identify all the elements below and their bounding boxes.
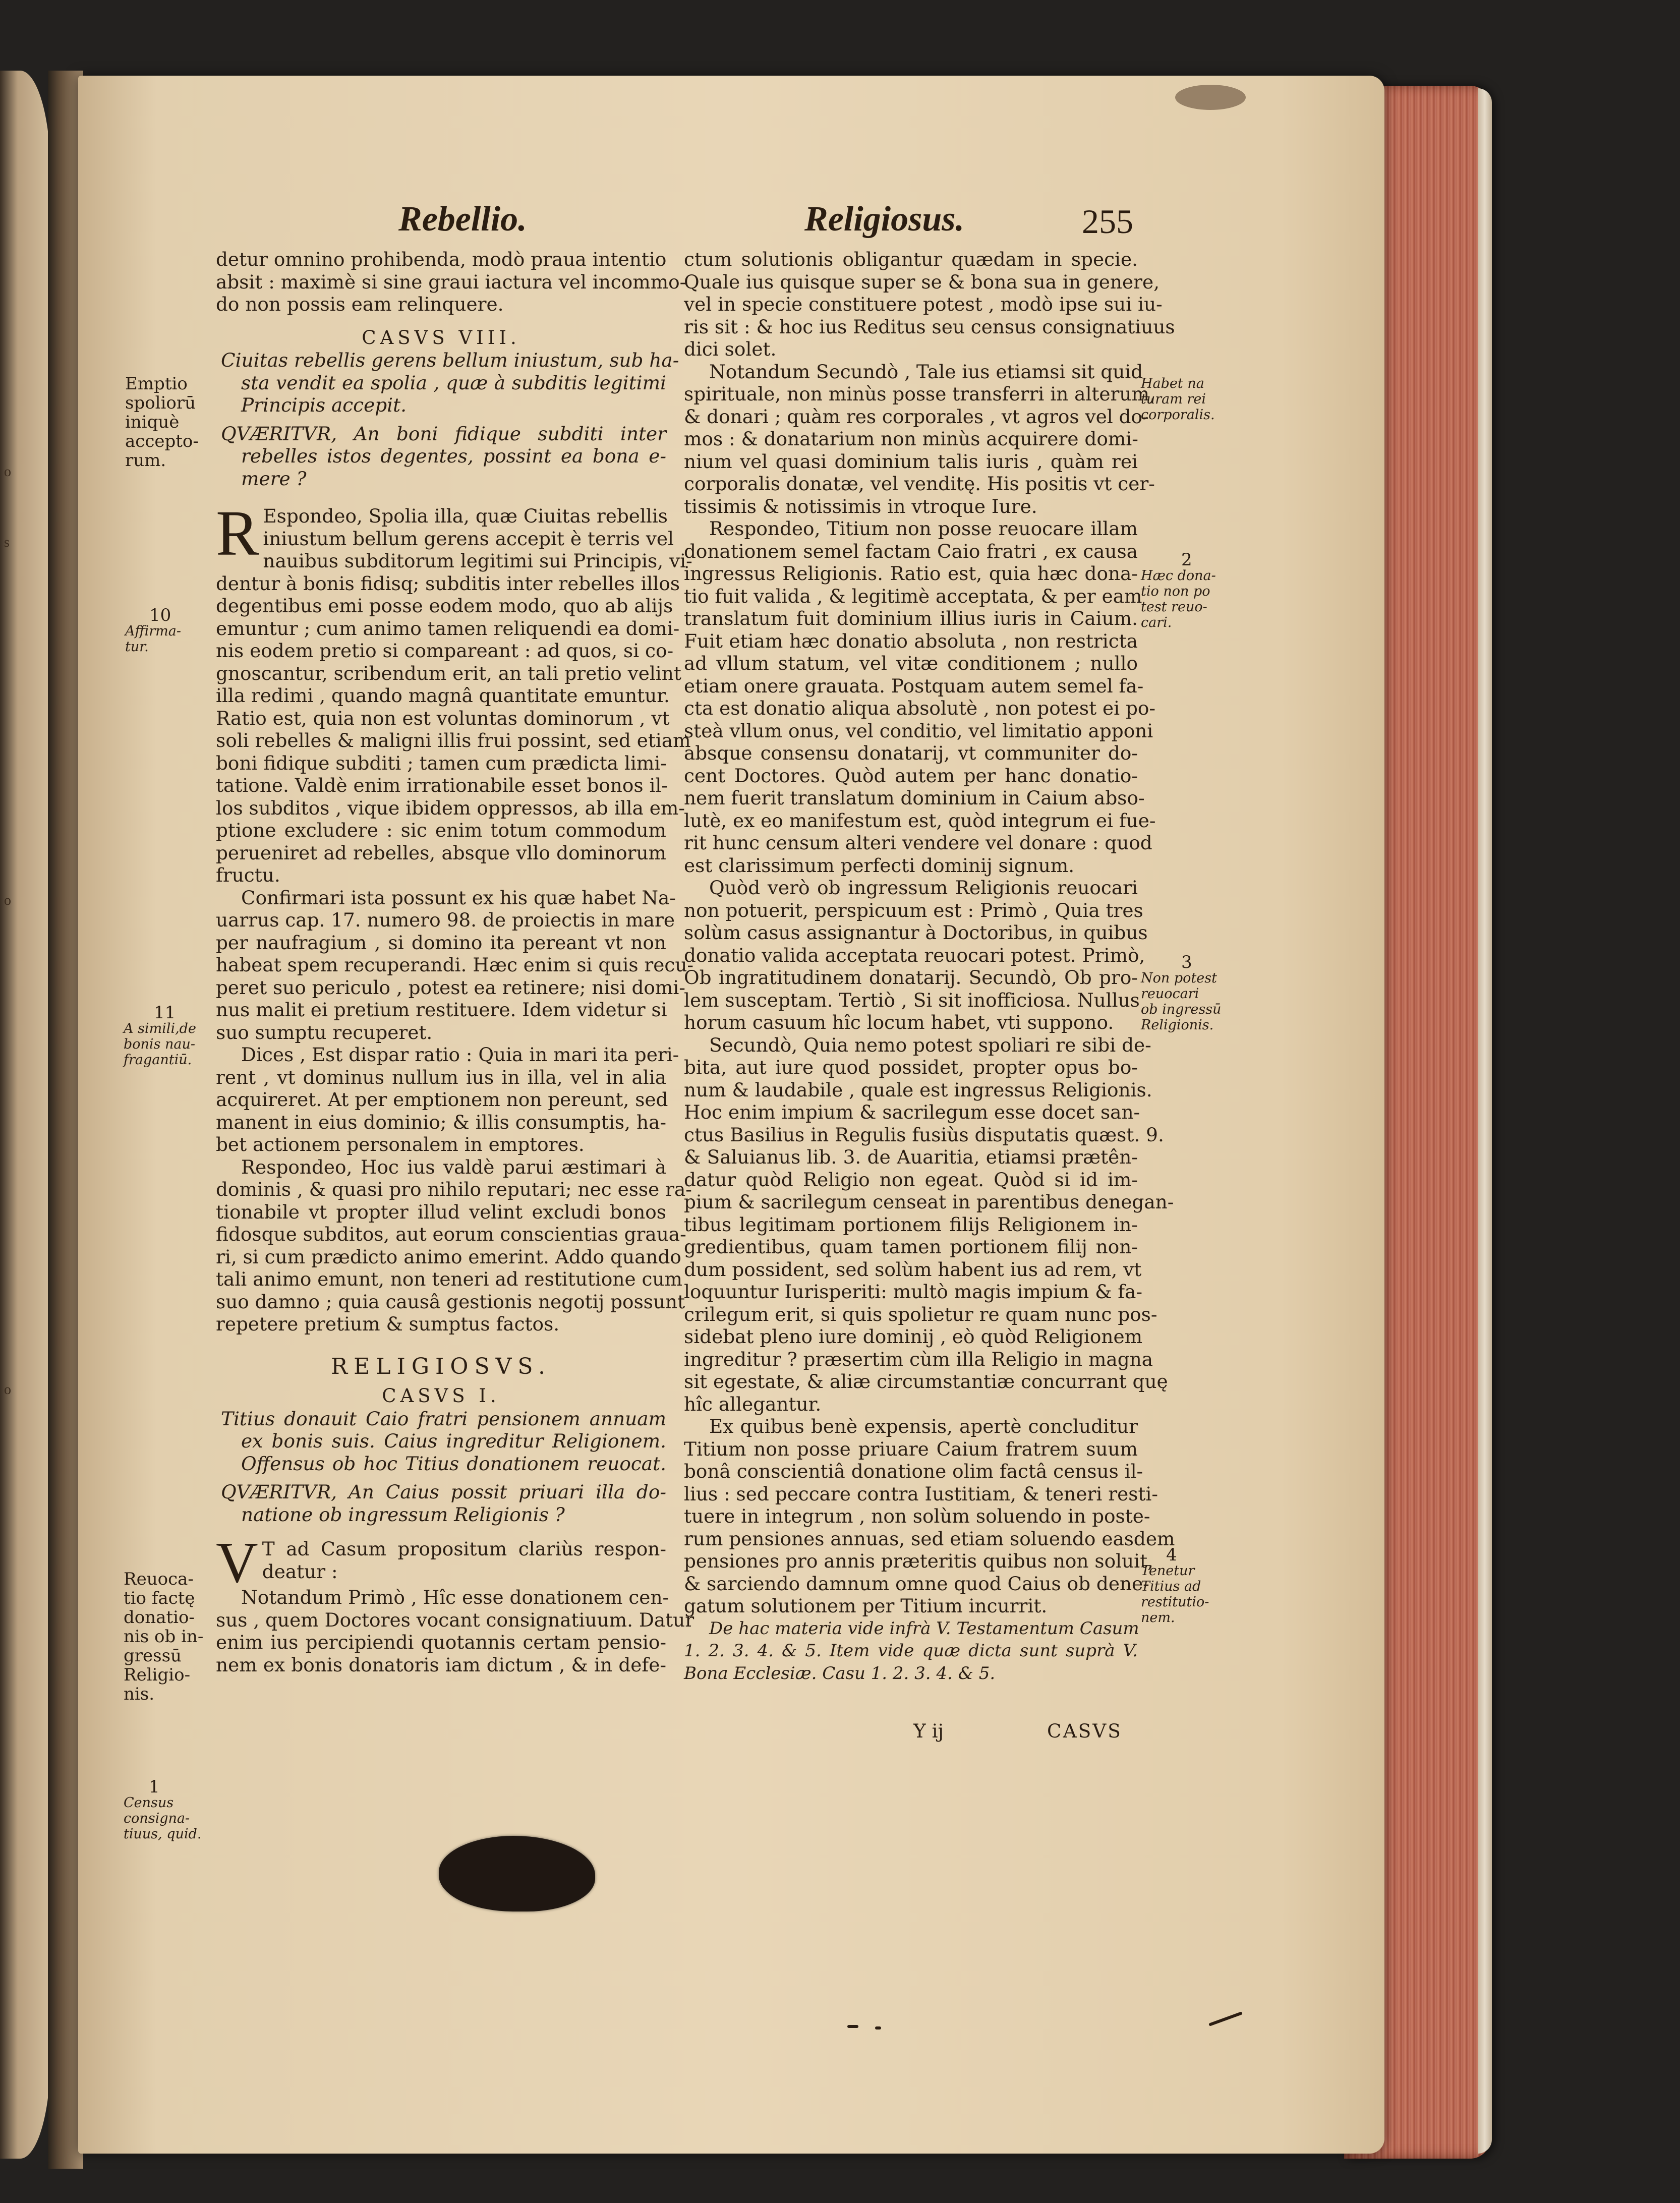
dices-paragraph: Dices , Est dispar ratio : Quia in mari ita peri- rent , vt dominus nullum ius in illa, vel in alia acquireret. At per emptionem non pereunt, sed manent in eius dominio; & illis consumptis, ha- bet actionem personalem in emptores.: [216, 1043, 679, 1155]
quaeritur-question: QVÆRITVR, An boni fidique subditi inter rebelles istos degentes, possint ea bona e- mere ?: [221, 422, 666, 490]
casus-statement: Ciuitas rebellis gerens bellum iniustum, sub ha- sta vendit ea spolia , quæ à subditis legitimi Principis accepit.: [221, 349, 679, 416]
margin-note-non-potest: 3 Non potest reuocari ob ingressū Religionis.: [1141, 952, 1222, 1033]
paragraph-b: Notandum Secundò , Tale ius etiamsi sit quid spirituale, non minùs posse transferri in alterum, & donari ; quàm res corporales , vt agros vel do- mos : & donatarium non minùs acquirere domi- nium vel quasi dominium talis iuris , quàm rei corporalis donatæ, vel venditę. His positis vt cer- tissimis & notissimis in vtroque Iure.: [684, 360, 1155, 517]
respondeo-second-paragraph: Respondeo, Hoc ius valdè parui æstimari à dominis , & quasi pro nihilo reputari; nec esse ra- tionabile vt propter illud velint excludi bonos fidosque subditos, aut eorum conscientias graua- ri, si cum prædicto animo emerint. Addo quando tali animo emunt, non teneri ad restitutione cum suo damno ; quia causâ gestionis negotij possunt repetere pretium & sumptus factos.: [216, 1155, 692, 1335]
edge-fragment: s: [4, 535, 10, 550]
drop-cap-v: V: [216, 1531, 258, 1595]
signature-mark: Y ij: [913, 1720, 944, 1742]
respondeo-paragraph: R Espondeo, Spolia illa, quæ Ciuitas rebellis iniustum bellum gerens accepit è terris vel nauibus subditorum legitimi sui Principis, vi- dentur à bonis fidisq; subditis inter rebelles illos degentibus emi posse eodem modo, quo ab alijs emuntur ; cum animo tamen reliquendi ea domi- nis eodem pretio si compareant : ad quos, si co- gnoscantur, scribendum erit, an tali pretio velint illa redimi , quando magnâ quantitate emuntur. Ratio est, quia non est voluntas dominorum , vt soli rebelles & maligni illis frui possint, sed etiam boni fidique subditi ; tamen cum prædicta limi- tatione. Valdè enim irrationabile esset bonos il- los subditos , vique ibidem oppressos, ab illa em- ptione excludere : sic enim totum commodum perueniret ad rebelles, absque vllo dominorum fructu.: [216, 497, 692, 886]
margin-note-reuocatio: Reuoca- tio factę donatio- nis ob in- gressū Religio- nis.: [124, 1569, 204, 1704]
cross-reference-paragraph: De hac materia vide infrà V. Testamentum Casum 1. 2. 3. 4. & 5. Item vide quæ dicta sunt suprà V. Bona Ecclesiæ. Casu 1. 2. 3. 4. & 5.: [684, 1618, 1139, 1684]
page-footer: [684, 1720, 1138, 1743]
ink-speck: [847, 2025, 858, 2028]
margin-note-emptio: Emptio spoliorū iniquè accepto- rum.: [125, 374, 199, 471]
casus-heading: CASVS I.: [382, 1385, 500, 1407]
text-line: detur omnino prohibenda, modò praua intentio: [216, 248, 667, 270]
notandum-paragraph: Notandum Primò , Hîc esse donationem cen- sus , quem Doctores vocant consignatiuum. Datur enim ius percipiendi quotannis certam pensio- nem ex bonis donatoris iam dictum , & in defe-: [216, 1586, 694, 1676]
edge-fragment: o: [4, 893, 11, 908]
text-line: do non possis eam relinquere.: [216, 293, 504, 315]
margin-note-tenetur: 4 Tenetur Titius ad restitutio- nem.: [1141, 1545, 1209, 1626]
paragraph-d: Quòd verò ob ingressum Religionis reuocari non potuerit, perspicuum est : Primò , Quia tres solùm casus assignantur à Doctoribus, in quibus donatio valida acceptata reuocari potest. Primò, Ob ingratitudinem donatarij. Secundò, Ob pro- lem susceptam. Tertiò , Si sit inofficiosa. Nullus horum casuum hîc locum habet, vti suppono.: [684, 877, 1148, 1033]
running-head-left: Rebellio.: [398, 200, 527, 239]
text-line: absit : maximè si sine graui iactura vel incommo-: [216, 270, 686, 293]
ink-speck: [875, 2026, 881, 2030]
page-number: 255: [1082, 202, 1133, 241]
casus-heading: CASVS VIII.: [362, 326, 520, 349]
paragraph-a: ctum solutionis obligantur quædam in specie. Quale ius quisque super se & bona sua in genere, vel in specie constituere potest , modò ipse sui iu- ris sit : & hoc ius Reditus seu census consignatiuus dici solet.: [684, 248, 1175, 360]
quaeritur-question: QVÆRITVR, An Caius possit priuari illa do- natione ob ingressum Religionis ?: [221, 1481, 666, 1526]
margin-note-a-simili: 11 A simili,de bonis nau- fragantiū.: [124, 1003, 196, 1068]
margin-note-census: 1 Census consigna- tiuus, quid.: [124, 1777, 202, 1842]
margin-note-habet-naturam: Habet na turam rei corporalis.: [1141, 376, 1215, 423]
edge-fragment: o: [4, 464, 11, 480]
left-page-text-fragments: [0, 71, 20, 2159]
margin-note-haec-donatio: 2 Hæc dona- tio non po test reuo- cari.: [1141, 550, 1216, 630]
paragraph-f: Ex quibus benè expensis, apertè concluditur Titium non posse priuare Caium fratrem suum bonâ conscientiâ donatione olim factâ census il- lius : sed peccare contra Iustitiam, & teneri resti- tuere in integrum , non solùm soluendo in poste- rum pensiones annuas, sed etiam soluendo easdem pensiones pro annis præteritis quibus non soluit, & sarciendo damnum omne quod Caius ob dene- gatum solutionem per Titium incurrit.: [684, 1415, 1175, 1617]
running-head-right: Religiosus.: [804, 200, 965, 239]
section-title-religiosus: RELIGIOSVS.: [331, 1353, 551, 1379]
vt-paragraph: V T ad Casum propositum clariùs respon- deatur :: [216, 1531, 666, 1595]
page-stack-paper-edge: [1478, 88, 1492, 2154]
top-stain: [1175, 85, 1246, 110]
paragraph-c: Respondeo, Titium non posse reuocare illam donationem semel factam Caio fratri , ex causa ingressus Religionis. Ratio est, quia hæc dona- tio fuit valida , & legitimè acceptata, & per eam translatum fuit dominium illius iuris in Caium. Fuit etiam hæc donatio absoluta , non restricta ad vllum statum, vel vitæ conditionem ; nullo etiam onere grauata. Postquam autem semel fa- cta est donatio aliqua absolutè , non potest ei po- steà vllum onus, vel conditio, vel limitatio apponi absque consensu donatarij, vt communiter do- cent Doctores. Quòd autem per hanc donatio- nem fuerit translatum dominium in Caium abso- lutè, ex eo manifestum est, quòd integrum ei fue- rit hunc censum alteri vendere vel donare : quod est clarissimum perfecti dominij signum.: [684, 517, 1156, 877]
edge-fragment: o: [4, 1382, 11, 1398]
confirmari-paragraph: Confirmari ista possunt ex his quæ habet Na- uarrus cap. 17. numero 98. de proiectis in mare per naufragium , si domino ita pereant vt non habeat spem recuperandi. Hæc enim si quis recu- peret suo periculo , potest ea retinere; nisi domi- nus malit ei pretium restituere. Idem videtur si suo sumptu recuperet.: [216, 886, 694, 1043]
left-page-edge: [0, 71, 50, 2159]
paragraph-e: Secundò, Quia nemo potest spoliari re sibi de- bita, aut iure quod possidet, propter opus bo- num & laudabile , quale est ingressus Religionis. Hoc enim impium & sacrilegum esse docet san- ctus Basilius in Regulis fusiùs disputatis quæst. 9. & Saluianus lib. 3. de Auaritia, etiamsi prætên- datur quòd Religio non egeat. Quòd si id im- pium & sacrilegum censeat in parentibus denegan- tibus legitimam portionem filijs Religionem in- gredientibus, quam tamen portionem filij non- dum possident, sed solùm habent ius ad rem, vt loquuntur Iurisperiti: multò magis impium & fa- crilegum erit, si quis spolietur re quam nunc pos- sidebat pleno iure dominij , eò quòd Religionem ingreditur ? præsertim cùm illa Religio in magna sit egestate, & aliæ circumstantiæ concurrant quę hîc allegantur.: [684, 1033, 1174, 1415]
left-column: [216, 248, 694, 1676]
margin-note-affirmatur: 10 Affirma- tur.: [125, 605, 181, 655]
casus-statement: Titius donauit Caio fratri pensionem annuam ex bonis suis. Caius ingreditur Religionem. Offensus ob hoc Titius donationem reuocat.: [221, 1407, 666, 1475]
catchword: CASVS: [1047, 1720, 1122, 1742]
drop-cap-r: R: [216, 497, 259, 569]
ink-stain: [439, 1836, 595, 1911]
